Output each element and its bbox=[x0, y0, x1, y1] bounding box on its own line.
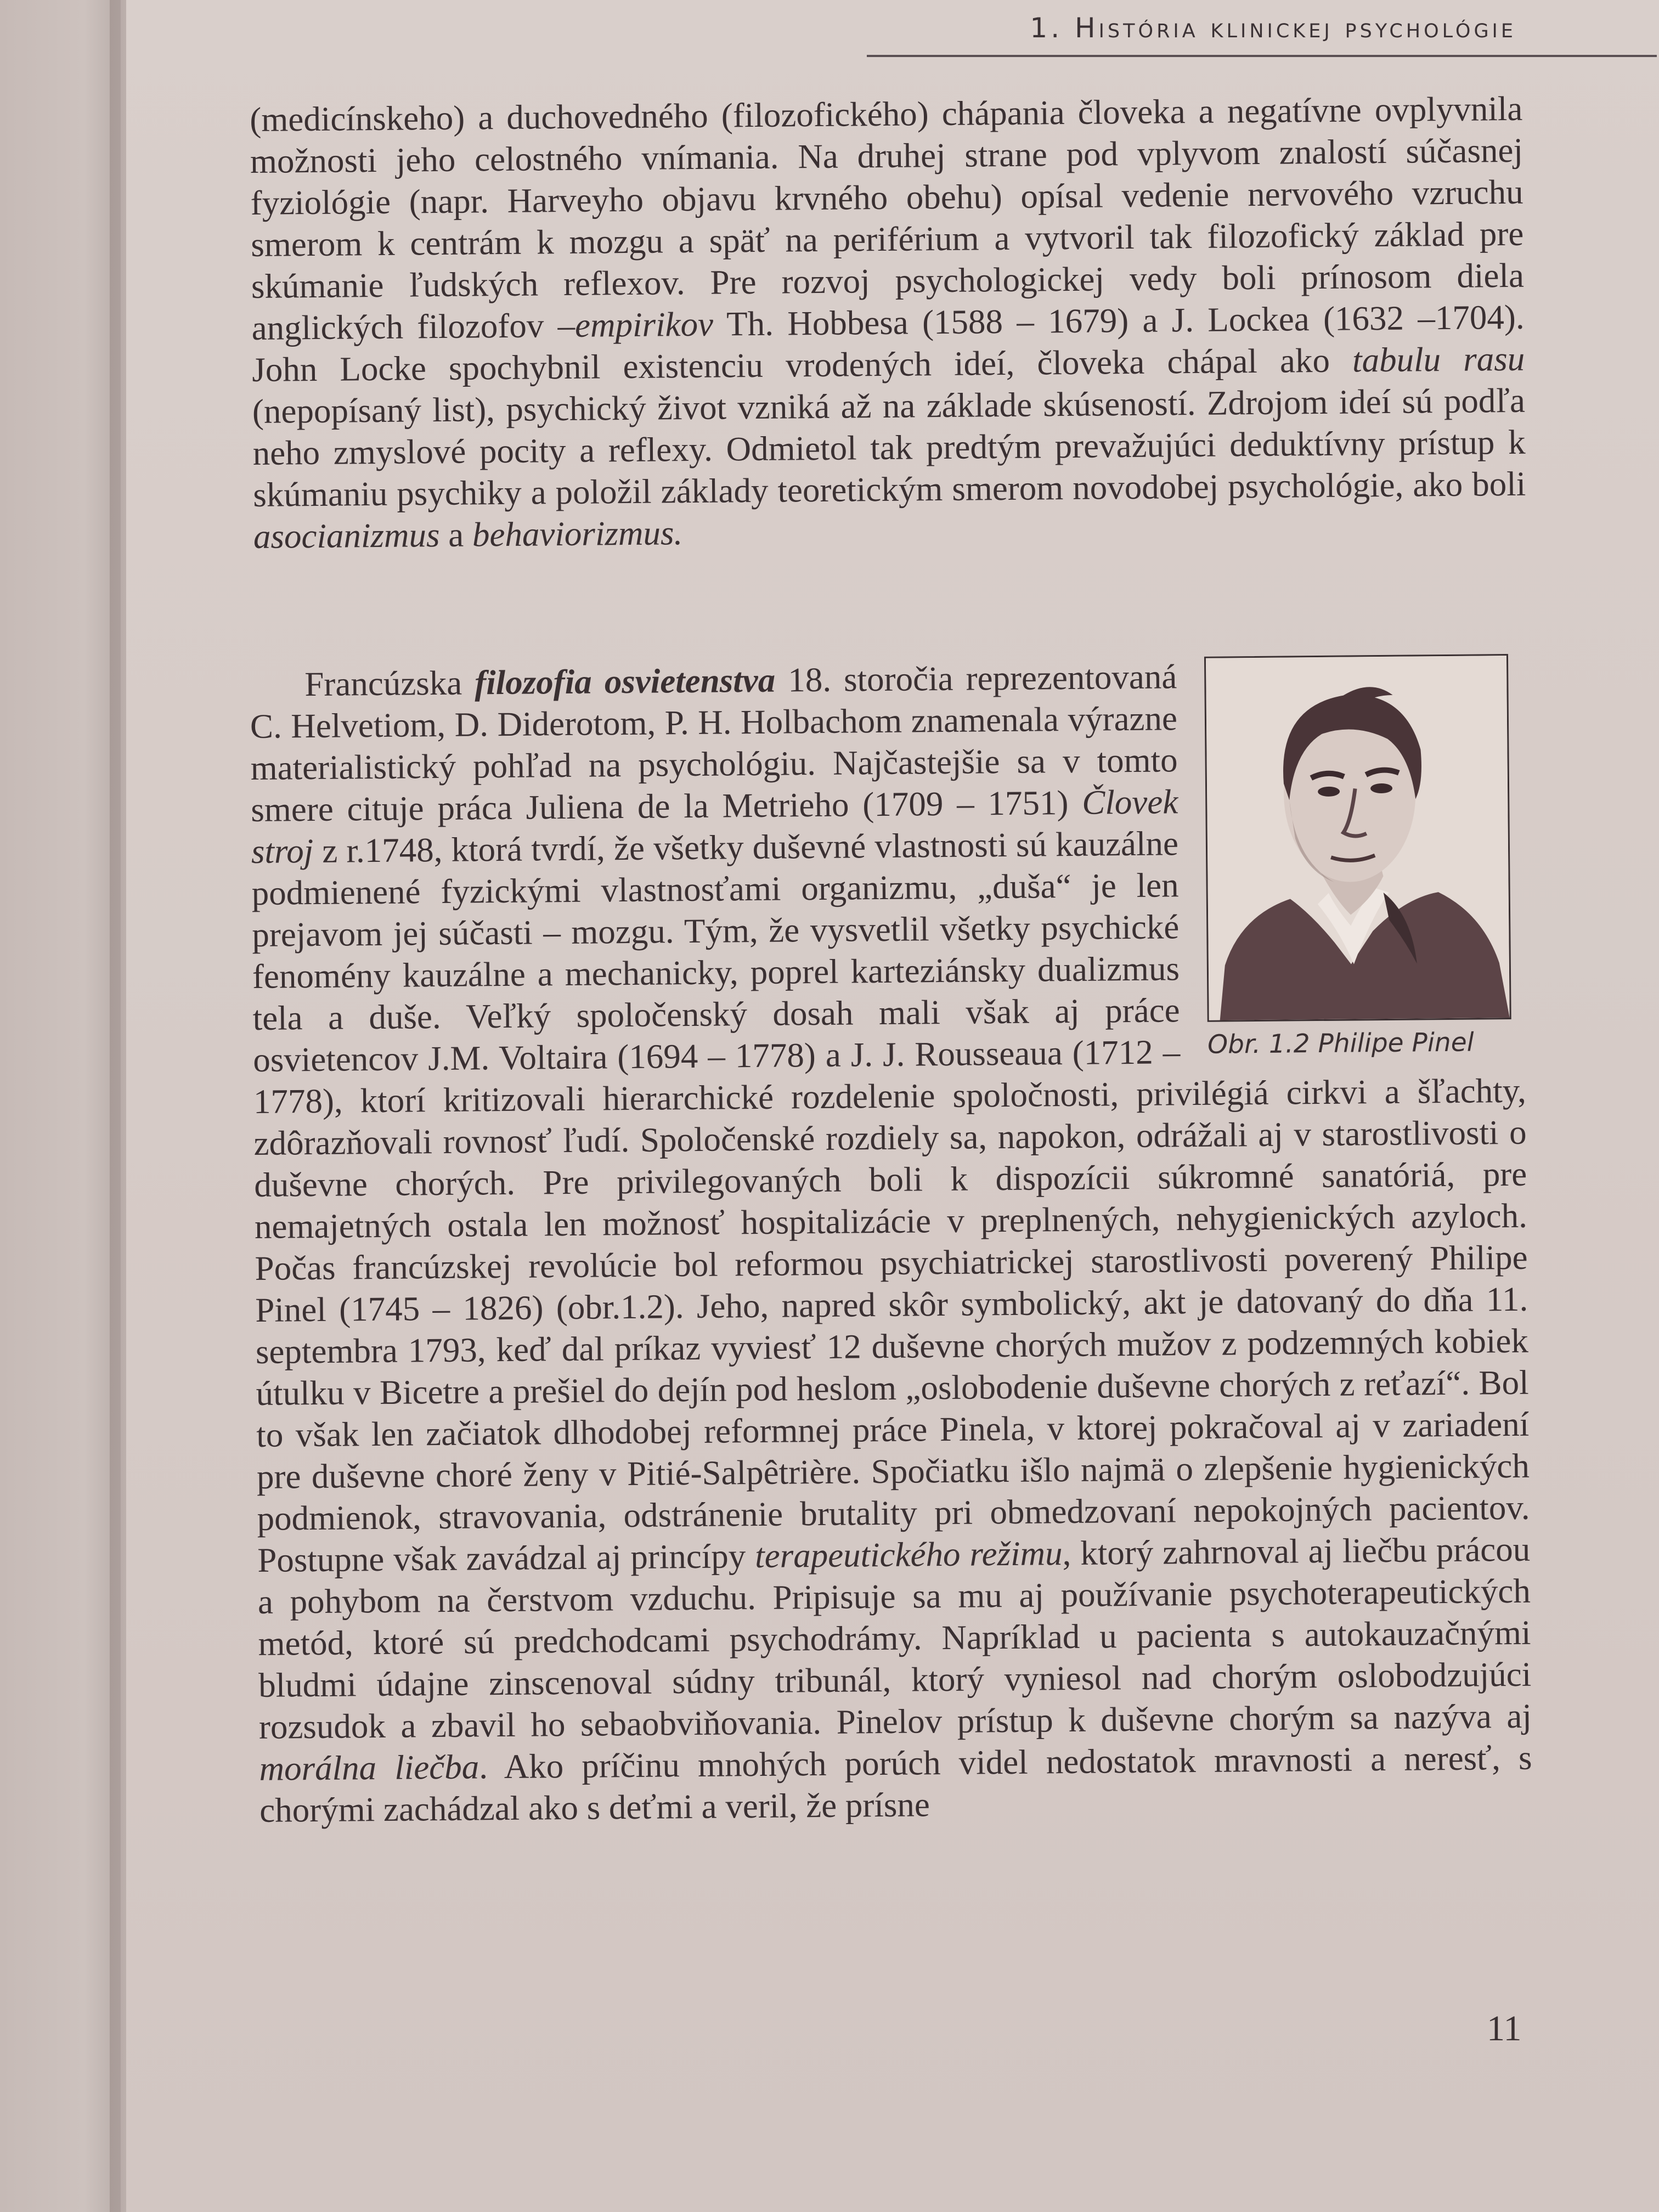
text-run: terapeutického režimu bbox=[754, 1534, 1063, 1576]
portrait-frame bbox=[1204, 654, 1511, 1022]
text-run: Th. Hobbesa (1588 – 1679) a J. Lockea (1632 –1704). John Locke spochybnil existenciu vrodených ideí, človeka chápal ako bbox=[252, 297, 1525, 389]
text-run: a bbox=[439, 515, 473, 555]
page-number: 11 bbox=[1487, 2008, 1522, 2049]
text-run: tabulu rasu bbox=[1352, 339, 1525, 380]
header-rule bbox=[867, 55, 1657, 57]
text-run: , ktorý zahrnoval aj liečbu prácou a pohybom na čerstvom vzduchu. Pripisuje sa mu aj používanie psychoterapeutických metód, ktoré sú predchodcami psychodrámy. Napríklad u pacienta s autokauzačnými bludmi údajne zinscenoval súdny tribunál, ktorý vyniesol nad chorým oslobodzujúci rozsudok a zbavil ho sebaobviňovania. Pinelov prístup k duševne chorým sa nazýva aj bbox=[257, 1530, 1532, 1746]
figure-caption: Obr. 1.2 Philipe Pinel bbox=[1207, 1027, 1474, 1060]
running-head: 1. História klinickej psychológie bbox=[1030, 12, 1516, 44]
text-run: Francúzska bbox=[304, 663, 475, 704]
text-run: z r.1748, ktorá tvrdí, že všetky duševné vlastnosti sú kauzálne podmienené fyzickými vlastnosťami organizmu, „duša“ je len prejavom jej súčasti – mozgu. Tým, že vysvetlil všetky psychické fenomény kauzálne a mechanicky, poprel karteziánsky dualizmus tela a duše. Veľký spoločenský dosah mali však aj práce osvietencov J.M. Voltaira (1694 – 1778) a J. J. Rousseaua (1712 – 1778), ktorí kritizovali hierarchické rozdelenie spoločnosti, privilégiá cirkvi a šľachty, zdôrazňovali rovnosť ľudí. Spoločenské rozdiely sa, napokon, odrážali aj v starostlivosti o duševne chorých. Pre privilegovaných boli k dispozícii súkromné sanatóriá, pre nemajetných ostala len možnosť hospitalizácie v preplnených, nehygienických azyloch. Počas francúzskej revolúcie bol reformou psychiatrickej starostlivosti poverený Philipe Pinel (1745 – 1826) (obr.1.2). Jeho, napred skôr symbolický, akt je datovaný do dňa 11. septembra 1793, keď dal príkaz vyviesť 12 duševne chorých mužov z podzemných kobiek útulku v Bicetre a prešiel do dejín pod heslom „oslobodenie duševne chorých z reťazí“. Bol to však len začiatok dlhodobej reformnej práce Pinela, v ktorej pokračoval aj v zariadení pre duševne choré ženy v Pitié-Salpêtrière. Spočiatku išlo najmä o zlepšenie hygienických podmienok, stravovania, odstránenie brutality pri obmedzovaní nepokojných pacientov. Postupne však zavádzal aj princípy bbox=[251, 824, 1530, 1579]
text-run: (nepopísaný list), psychický život vzniká až na základe skúseností. Zdrojom ideí sú podľa neho zmyslové pocity a reflexy. Odmietol tak predtým prevažujúci deduktívny prístup k skúmaniu psychiky a položil základy teoretickým smerom novodobej psychológie, ako boli bbox=[252, 381, 1526, 514]
text-run: filozofia osvietenstva bbox=[474, 661, 776, 702]
paragraph-1 bbox=[250, 88, 1526, 557]
adjacent-page bbox=[0, 0, 121, 2212]
text-run: behaviorizmus. bbox=[472, 514, 683, 554]
text-run: morálna liečba bbox=[259, 1747, 479, 1788]
paragraph-2 bbox=[250, 653, 1532, 1831]
text-run: (medicínskeho) a duchovedného (filozofického) chápania človeka a negatívne ovplyvnila možnosti jeho celostného vnímania. Na druhej strane pod vplyvom znalostí súčasnej fyziológie (napr. Harveyho objavu krvného obehu) opísal vedenie nervového vzruchu smerom k centrám k mozgu a späť na periférium a vytvoril tak filozofický základ pre skúmanie ľudských reflexov. Pre rozvoj psychologickej vedy boli prínosom diela anglických filozofov – bbox=[250, 89, 1525, 347]
text-run: 18. storočia reprezentovaná C. Helvetiom, D. Diderotom, P. H. Holbachom znamenala výrazne materialistický pohľad na psychológiu. Najčastejšie sa v tomto smere cituje práca Juliena de la Metrieho (1709 – 1751) bbox=[250, 657, 1178, 829]
text-run: Človek stroj bbox=[251, 782, 1178, 871]
text-run: . Ako príčinu mnohých porúch videl nedostatok mravnosti a neresť, s chorými zachádzal ako s deťmi a veril, že prísne bbox=[259, 1738, 1532, 1830]
figure-portrait bbox=[1199, 653, 1526, 1062]
text-run: empirikov bbox=[574, 304, 714, 345]
paragraph-1-text bbox=[250, 88, 1526, 557]
text-run: asocianizmus bbox=[253, 516, 440, 556]
portrait-engraving-icon bbox=[1206, 656, 1510, 1020]
